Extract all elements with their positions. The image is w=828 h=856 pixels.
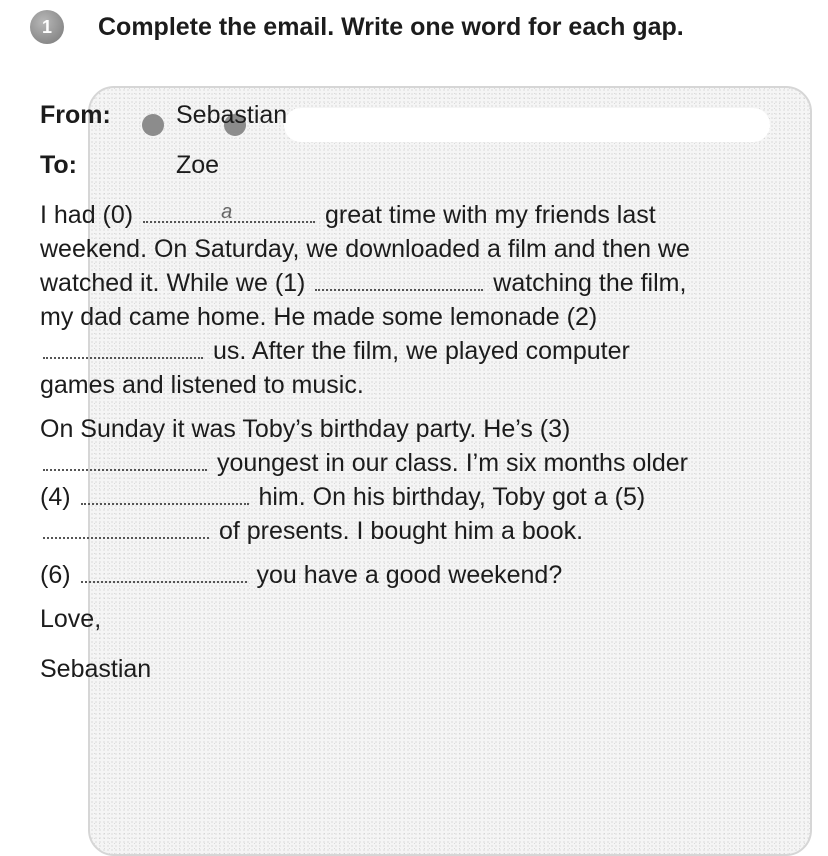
- to-row: [40, 148, 700, 198]
- to-label: To:: [40, 151, 78, 179]
- gap-0-answer: a: [221, 201, 233, 223]
- paragraph-question: [40, 558, 700, 592]
- gap-1[interactable]: [315, 283, 483, 291]
- exercise-number-badge: 1: [30, 10, 64, 44]
- gap-5[interactable]: [43, 531, 209, 539]
- gap-2[interactable]: [43, 351, 203, 359]
- exercise-instruction: Complete the email. Write one word for each gap.: [98, 12, 684, 41]
- closing: Love,: [40, 605, 102, 633]
- from-label: From:: [40, 101, 111, 129]
- text-segment: of presents. I bought him a book.: [212, 517, 584, 545]
- text-segment: I had (0): [40, 201, 141, 229]
- from-row: [40, 98, 700, 148]
- gap-0: [143, 201, 315, 223]
- signature: Sebastian: [40, 655, 152, 683]
- gap-6[interactable]: [81, 575, 247, 583]
- text-segment: youngest in our class. I’m six months older (4): [40, 449, 688, 511]
- text-segment: (6): [40, 561, 78, 589]
- text-segment: him. On his birthday, Toby got a (5): [251, 483, 646, 511]
- gap-3[interactable]: [43, 463, 207, 471]
- from-value: Sebastian: [176, 101, 288, 129]
- text-segment: On Sunday it was Toby’s birthday party. He’s (3): [40, 415, 571, 443]
- email-body: [40, 98, 700, 702]
- text-segment: watching the film, my dad came home. He made some lemonade (2): [40, 269, 687, 331]
- paragraph-sunday: [40, 412, 700, 548]
- text-segment: us. After the film, we played computer games and listened to music.: [40, 337, 630, 399]
- exercise-header: [30, 10, 684, 44]
- text-segment: you have a good weekend?: [249, 561, 563, 589]
- gap-4[interactable]: [81, 497, 249, 505]
- paragraph-saturday: [40, 198, 700, 402]
- text-segment: great time with my friends last weekend. On Saturday, we downloaded a film and then we watched it. While we (1): [40, 201, 690, 297]
- to-value: Zoe: [176, 151, 220, 179]
